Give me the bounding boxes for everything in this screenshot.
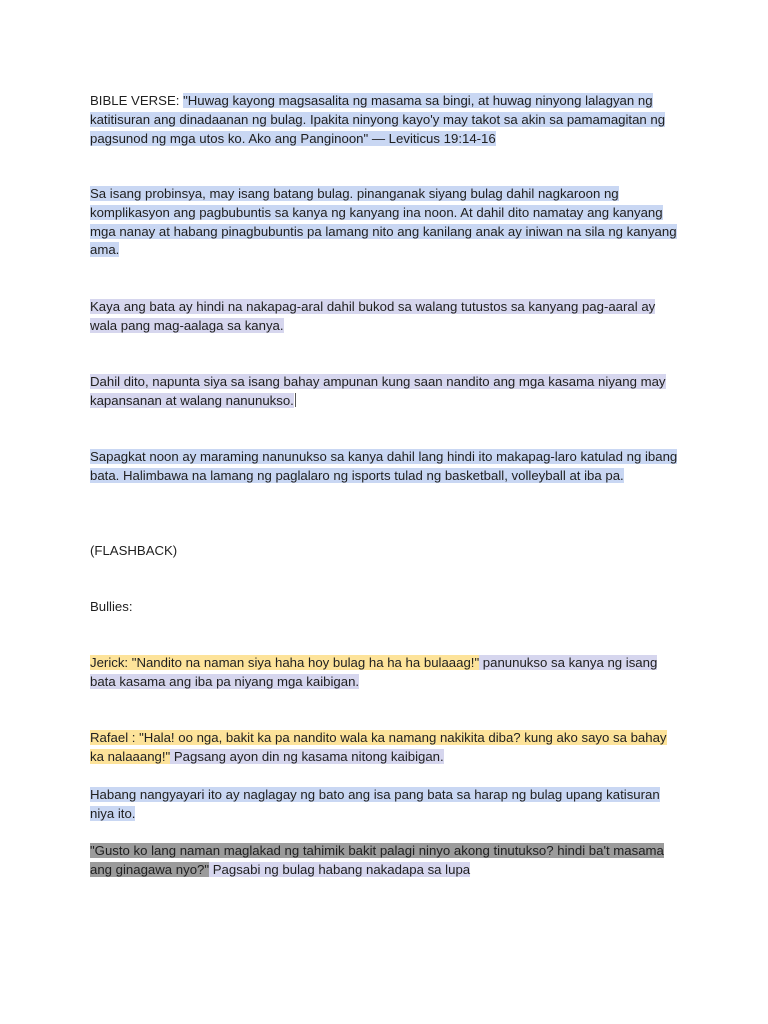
flashback-heading: [90, 542, 680, 561]
paragraph-5-text: Habang nangyayari ito ay naglagay ng bato ang isa pang bata sa harap ng bulag upang katisuran niya ito.: [90, 787, 660, 821]
jerick-dialogue: [90, 654, 680, 692]
flashback-text: (FLASHBACK): [90, 543, 178, 558]
story-paragraph-3: [90, 373, 680, 411]
story-paragraph-4: [90, 448, 680, 486]
bullies-heading: [90, 598, 680, 617]
paragraph-4-text: Sapagkat noon ay maraming nanunukso sa kanya dahil lang hindi ito makapag-laro katulad ng ibang bata. Halimbawa na lamang ng paglalaro ng isports tulad ng basketball, volleyball at iba pa.: [90, 449, 678, 483]
blind-dialogue: [90, 842, 680, 880]
paragraph-1-text: Sa isang probinsya, may isang batang bulag. pinanganak siyang bulag dahil nagkaroon ng komplikasyon ang pagbubuntis sa kanya ng kanyang ina noon. At dahil dito namatay ang kanyang mga nanay at habang pinagbubuntis pa lamang nito ang kanilang anak ay iniwan na sila ng kanyang ama.: [90, 186, 677, 258]
rafael-narration: Pagsang ayon din ng kasama nitong kaibigan.: [170, 748, 444, 764]
verse-text: "Huwag kayong magsasalita ng masama sa bingi, at huwag ninyong lalagyan ng katitisuran ang dinadaanan ng bulag. Ipakita ninyong kayo'y may takot sa akin sa pamamagitan ng pagsunod ng mga utos ko. Ako ang Panginoon" — Leviticus 19:14-16: [90, 93, 666, 146]
blind-quote: "Gusto ko lang naman maglakad ng tahimik bakit palagi ninyo akong tinutukso? hindi ba't masama ang ginagawa nyo?": [90, 843, 664, 877]
paragraph-2-text: Kaya ang bata ay hindi na nakapag-aral dahil bukod sa walang tutustos sa kanyang pag-aaral ay wala pang mag-aalaga sa kanya.: [90, 299, 656, 333]
jerick-narration: panunukso sa kanya ng isang bata kasama ang iba pa niyang mga kaibigan.: [90, 655, 658, 689]
text-cursor: [295, 393, 296, 407]
bullies-text: Bullies:: [90, 599, 133, 614]
story-paragraph-2: [90, 298, 680, 336]
rafael-quote: Rafael : "Hala! oo nga, bakit ka pa nandito wala ka namang nakikita diba? kung ako sayo sa bahay ka nalaaang!": [90, 730, 667, 764]
rafael-dialogue: [90, 729, 680, 767]
story-paragraph-1: [90, 185, 680, 260]
story-paragraph-5: [90, 786, 680, 824]
bible-verse-paragraph: [90, 92, 680, 148]
blind-narration: Pagsabi ng bulag habang nakadapa sa lupa: [209, 861, 471, 877]
paragraph-3-text: Dahil dito, napunta siya sa isang bahay ampunan kung saan nandito ang mga kasama niyang may kapansanan at walang nanunukso.: [90, 374, 666, 408]
jerick-quote: Jerick: "Nandito na naman siya haha hoy bulag ha ha ha bulaaag!": [90, 655, 480, 670]
verse-label: BIBLE VERSE:: [90, 93, 184, 108]
